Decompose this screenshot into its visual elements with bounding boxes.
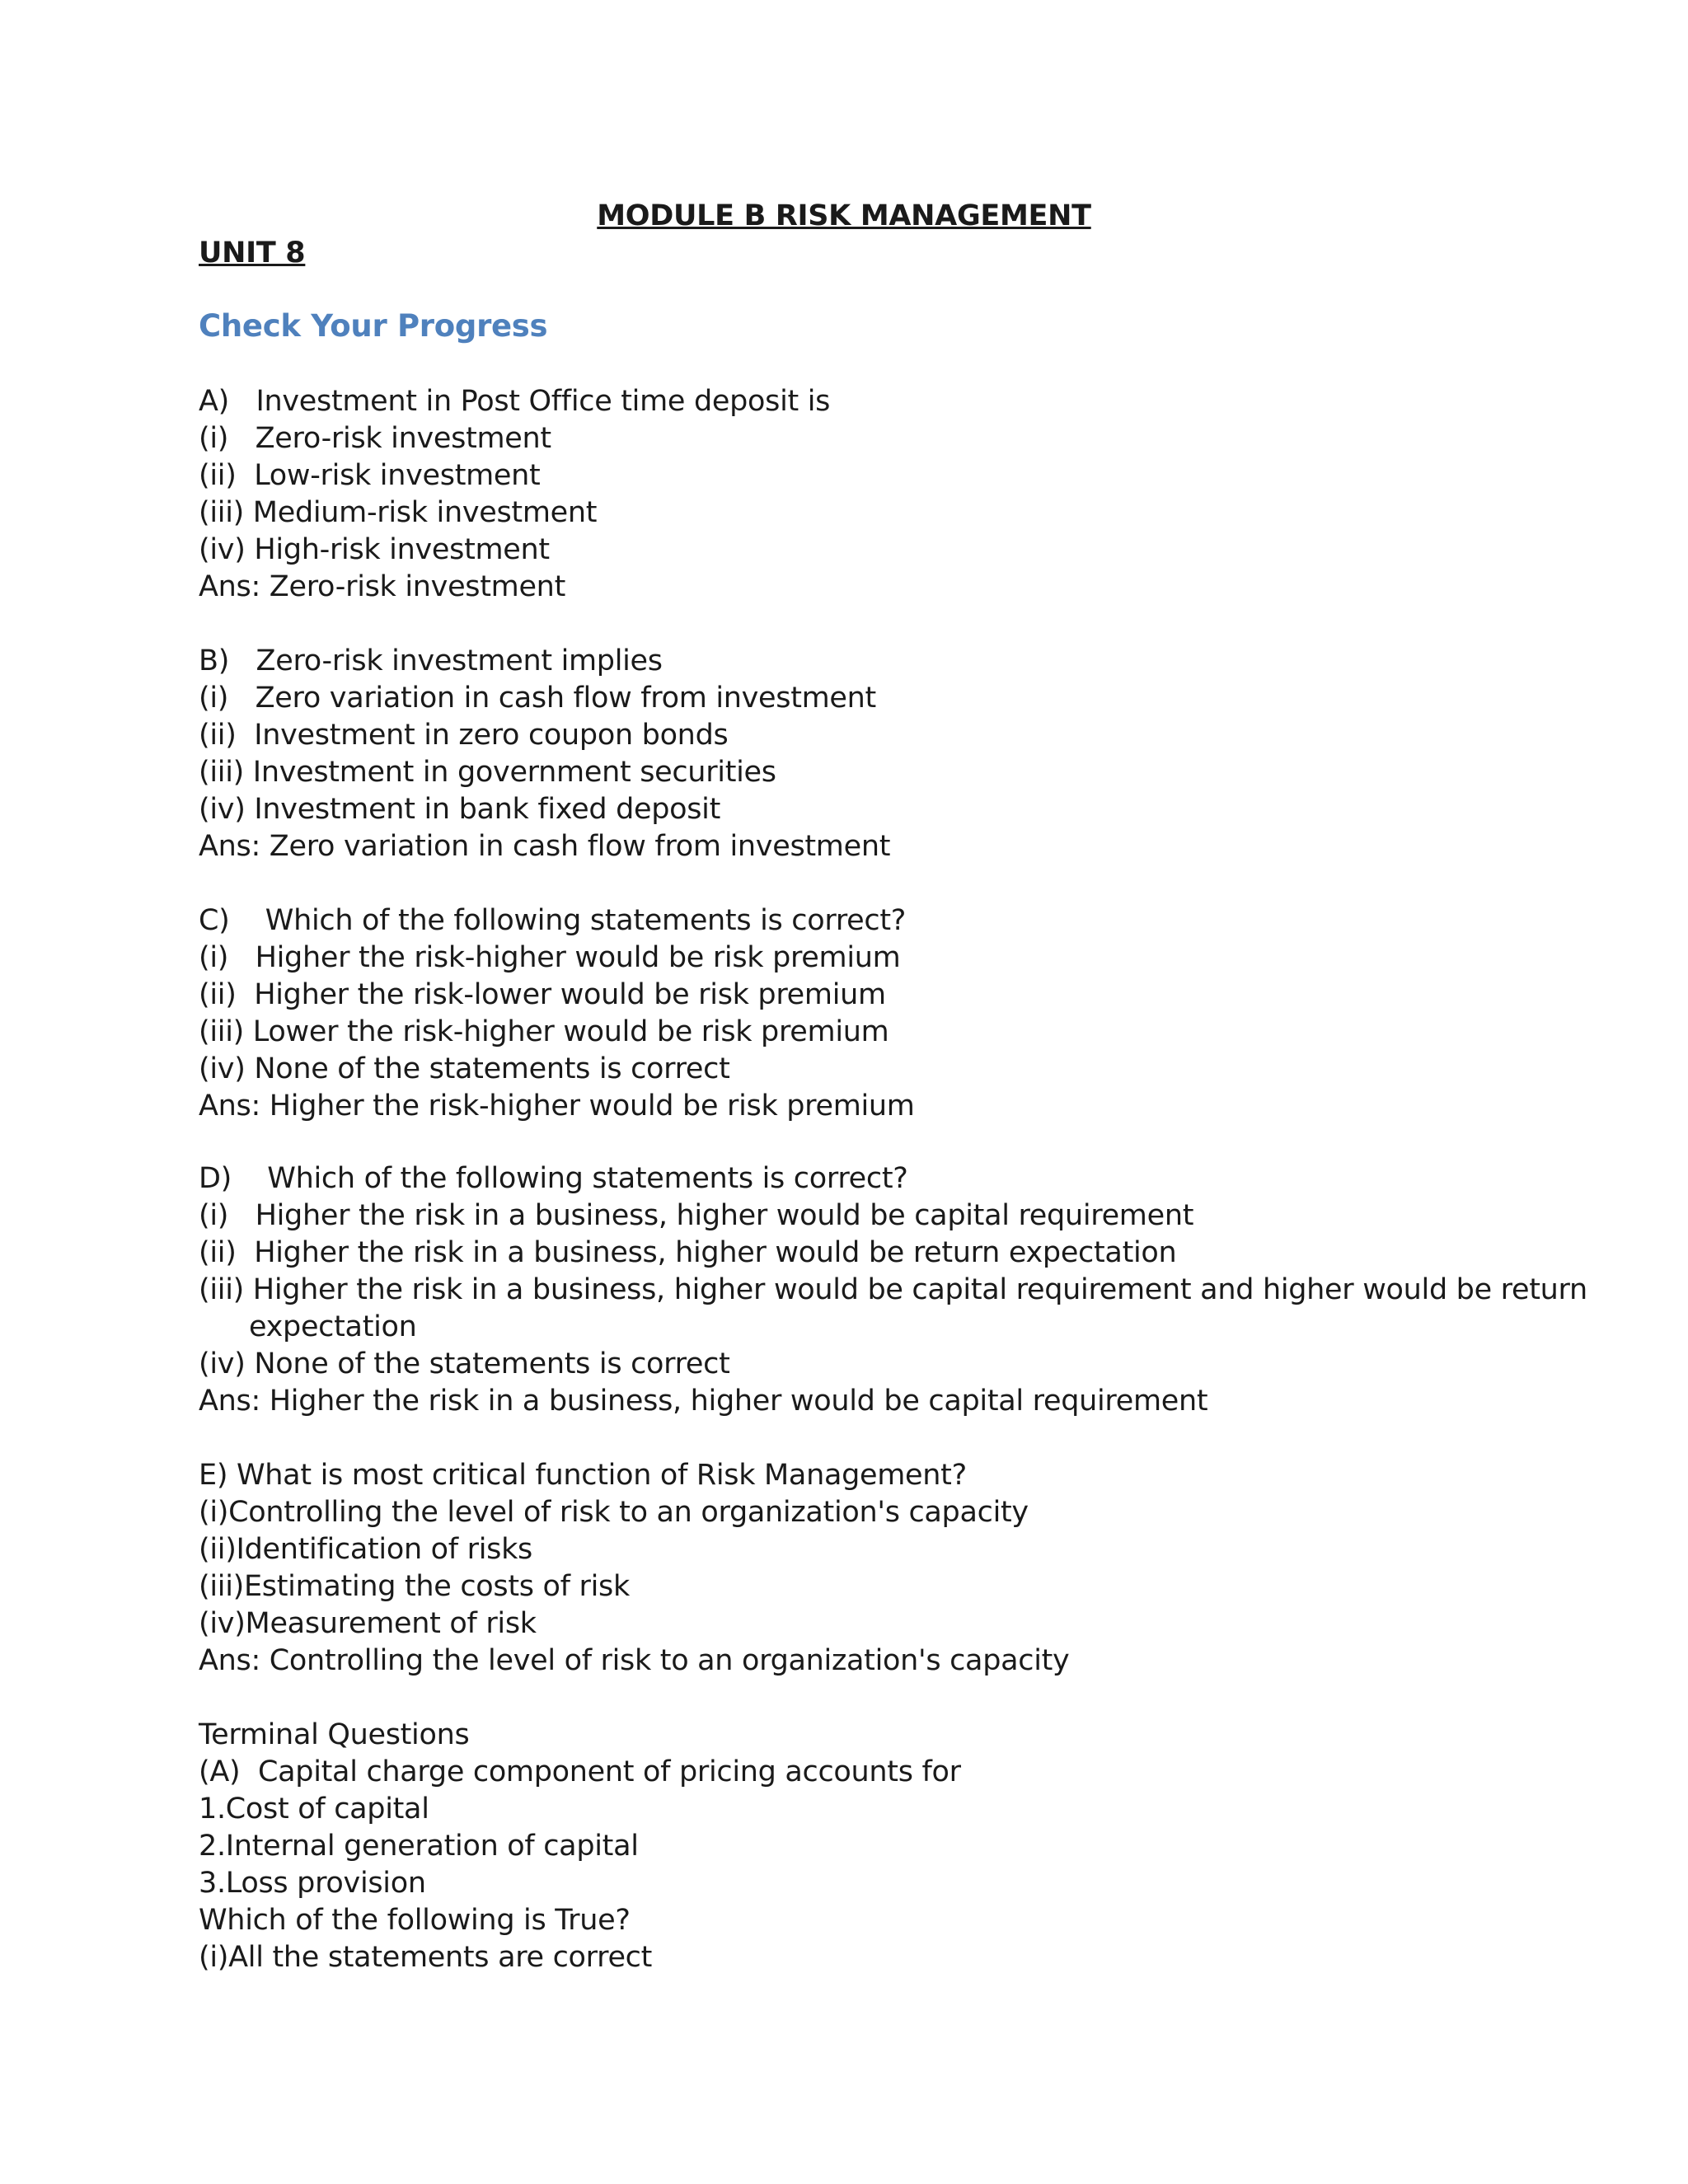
module-title: MODULE B RISK MANAGEMENT bbox=[597, 199, 1091, 232]
terminal-heading: Terminal Questions bbox=[199, 1718, 470, 1751]
option-continuation: expectation bbox=[249, 1310, 417, 1343]
question-stem: B) Zero-risk investment implies bbox=[199, 644, 663, 677]
question-stem: (A) Capital charge component of pricing accounts for bbox=[199, 1755, 961, 1788]
unit-label: UNIT 8 bbox=[199, 237, 306, 269]
question-stem: E) What is most critical function of Risk Management? bbox=[199, 1459, 967, 1492]
answer: Ans: Controlling the level of risk to an organization's capacity bbox=[199, 1644, 1070, 1677]
option: (iii)Estimating the costs of risk bbox=[199, 1570, 630, 1603]
question-stem: C) Which of the following statements is correct? bbox=[199, 904, 907, 937]
option: (iv) High-risk investment bbox=[199, 533, 550, 566]
option: (i)Controlling the level of risk to an organization's capacity bbox=[199, 1496, 1029, 1529]
option: (iv)Measurement of risk bbox=[199, 1607, 537, 1640]
answer: Ans: Higher the risk in a business, higher would be capital requirement bbox=[199, 1385, 1208, 1418]
option: (i) Zero-risk investment bbox=[199, 422, 551, 455]
option: (i) Higher the risk in a business, higher would be capital requirement bbox=[199, 1199, 1194, 1232]
option: (iv) None of the statements is correct bbox=[199, 1052, 730, 1085]
list-item: 1.Cost of capital bbox=[199, 1793, 429, 1825]
option: (iii) Higher the risk in a business, higher would be capital requirement and higher would be return bbox=[199, 1273, 1587, 1306]
section-heading: Check Your Progress bbox=[199, 308, 548, 344]
option: (ii) Higher the risk in a business, higher would be return expectation bbox=[199, 1236, 1177, 1269]
option: (ii) Investment in zero coupon bonds bbox=[199, 719, 729, 752]
option: (ii)Identification of risks bbox=[199, 1533, 532, 1566]
question-stem: A) Investment in Post Office time deposit is bbox=[199, 385, 831, 418]
list-item: 3.Loss provision bbox=[199, 1867, 426, 1900]
option: (iv) Investment in bank fixed deposit bbox=[199, 793, 721, 826]
list-item: 2.Internal generation of capital bbox=[199, 1830, 639, 1863]
option: (i) Zero variation in cash flow from investment bbox=[199, 682, 876, 715]
question-stem: D) Which of the following statements is correct? bbox=[199, 1162, 908, 1195]
option: (i)All the statements are correct bbox=[199, 1941, 653, 1974]
option: (i) Higher the risk-higher would be risk premium bbox=[199, 941, 901, 974]
option: (iii) Lower the risk-higher would be risk premium bbox=[199, 1015, 889, 1048]
option: (ii) Higher the risk-lower would be risk premium bbox=[199, 978, 886, 1011]
option: (ii) Low-risk investment bbox=[199, 459, 541, 492]
option: (iv) None of the statements is correct bbox=[199, 1347, 730, 1380]
option: (iii) Medium-risk investment bbox=[199, 496, 598, 529]
answer: Ans: Zero-risk investment bbox=[199, 570, 565, 603]
question-prompt: Which of the following is True? bbox=[199, 1904, 631, 1937]
option: (iii) Investment in government securities bbox=[199, 756, 776, 789]
answer: Ans: Zero variation in cash flow from investment bbox=[199, 830, 891, 863]
answer: Ans: Higher the risk-higher would be risk premium bbox=[199, 1090, 915, 1122]
